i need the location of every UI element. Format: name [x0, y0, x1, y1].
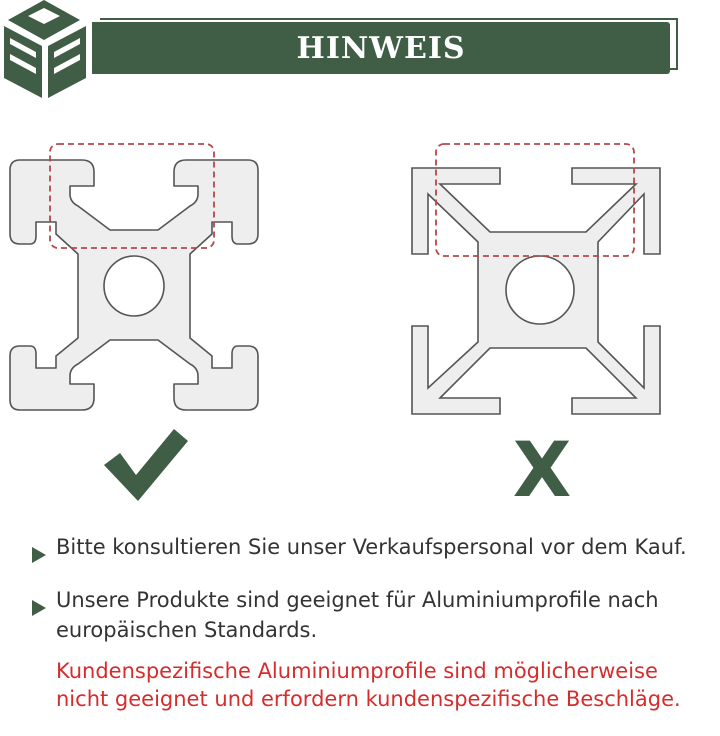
wrong-mark: X [512, 425, 572, 514]
check-icon [100, 425, 190, 505]
triangle-bullet-icon [32, 585, 56, 624]
list-item [32, 532, 720, 571]
notes-list [32, 532, 720, 713]
profile-suitable-core [104, 256, 164, 316]
page-title: HINWEIS [296, 30, 466, 66]
profile-comparison [0, 130, 720, 430]
profile-unsuitable-core [506, 256, 574, 324]
note-european-standard: Unsere Produkte sind geeignet für Aluminiumprofile nach europäischen Standards. [56, 588, 659, 642]
triangle-bullet-icon [32, 532, 56, 571]
header-banner [92, 22, 670, 74]
list-item [32, 585, 720, 645]
note-consult-sales: Bitte konsultieren Sie unser Verkaufspersonal vor dem Kauf. [56, 535, 687, 559]
brand-logo-icon [0, 0, 96, 100]
warning-custom-profiles: Kundenspezifische Aluminiumprofile sind möglicherweise nicht geeignet und erfordern kundenspezifische Beschläge. [56, 659, 681, 711]
